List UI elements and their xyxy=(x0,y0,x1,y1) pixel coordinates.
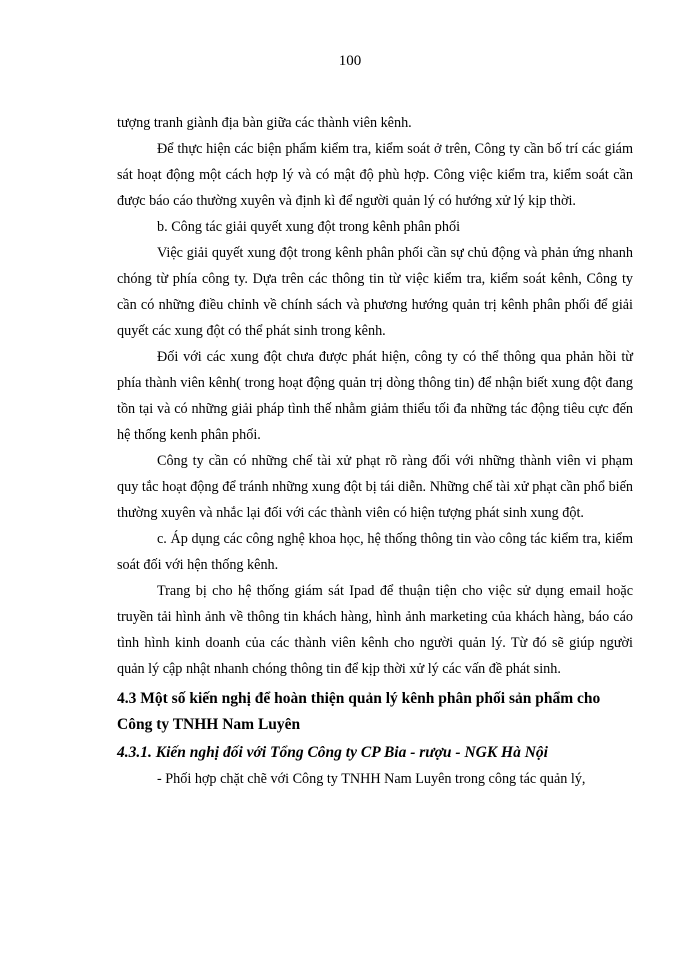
section-heading: 4.3 Một số kiến nghị để hoàn thiện quản lý kênh phân phối sản phẩm cho Công ty TNHH Nam Luyên xyxy=(117,690,601,733)
subsection-heading: 4.3.1. Kiến nghị đối với Tổng Công ty CP Bia - rượu - NGK Hà Nội xyxy=(117,744,548,761)
body-text xyxy=(117,110,633,792)
section-b-title: b. Công tác giải quyết xung đột trong kênh phân phối xyxy=(157,219,461,235)
paragraph-1: tượng tranh giành địa bàn giữa các thành viên kênh. xyxy=(117,115,412,131)
list-item: - Phối hợp chặt chẽ với Công ty TNHH Nam Luyên trong công tác quản lý, xyxy=(157,771,586,787)
paragraph-4: Việc giải quyết xung đột trong kênh phân phối cần sự chủ động và phản ứng nhanh chóng từ phía công ty. Dựa trên các thông tin từ việc kiểm tra, kiểm soát kênh, Công ty cần có những điều chỉnh về chính sách và phương hướng quản trị kênh phân phối để giải quyết các xung đột có thể phát sinh trong kênh. xyxy=(117,245,633,339)
paragraph-5: Đối với các xung đột chưa được phát hiện, công ty có thể thông qua phản hồi từ phía thành viên kênh( trong hoạt động quản trị dòng thông tin) để nhận biết xung đột đang tồn tại và có những giải pháp tình thế nhằm giảm thiểu tối đa những tác động tiêu cực đến hệ thống kenh phân phối. xyxy=(117,349,633,443)
paragraph-8: Trang bị cho hệ thống giám sát Ipad để thuận tiện cho việc sử dụng email hoặc truyền tải hình ảnh về thông tin khách hàng, hình ảnh marketing của khách hàng, báo cáo tình hình kinh doanh của các thành viên kênh cho người quản lý. Từ đó sẽ giúp người quản lý cập nhật nhanh chóng thông tin để kịp thời xử lý các vấn đề phát sinh. xyxy=(117,583,633,677)
paragraph-6: Công ty cần có những chế tài xử phạt rõ ràng đối với những thành viên vi phạm quy tắc hoạt động để tránh những xung đột bị tái diễn. Những chế tài xử phạt cần phổ biến thường xuyên và nhắc lại đối với các thành viên có hiện tượng phát sinh xung đột. xyxy=(117,453,633,521)
paragraph-2: Để thực hiện các biện phẩm kiểm tra, kiểm soát ở trên, Công ty cần bố trí các giám sát hoạt động một cách hợp lý và có mật độ phù hợp. Công việc kiểm tra, kiểm soát cần được báo cáo thường xuyên và định kì để người quản lý có hướng xử lý kịp thời. xyxy=(117,141,633,209)
page-number: 100 xyxy=(338,53,362,69)
section-c-title: c. Áp dụng các công nghệ khoa học, hệ thống thông tin vào công tác kiểm tra, kiểm soát đối với hện thống kênh. xyxy=(117,531,633,573)
